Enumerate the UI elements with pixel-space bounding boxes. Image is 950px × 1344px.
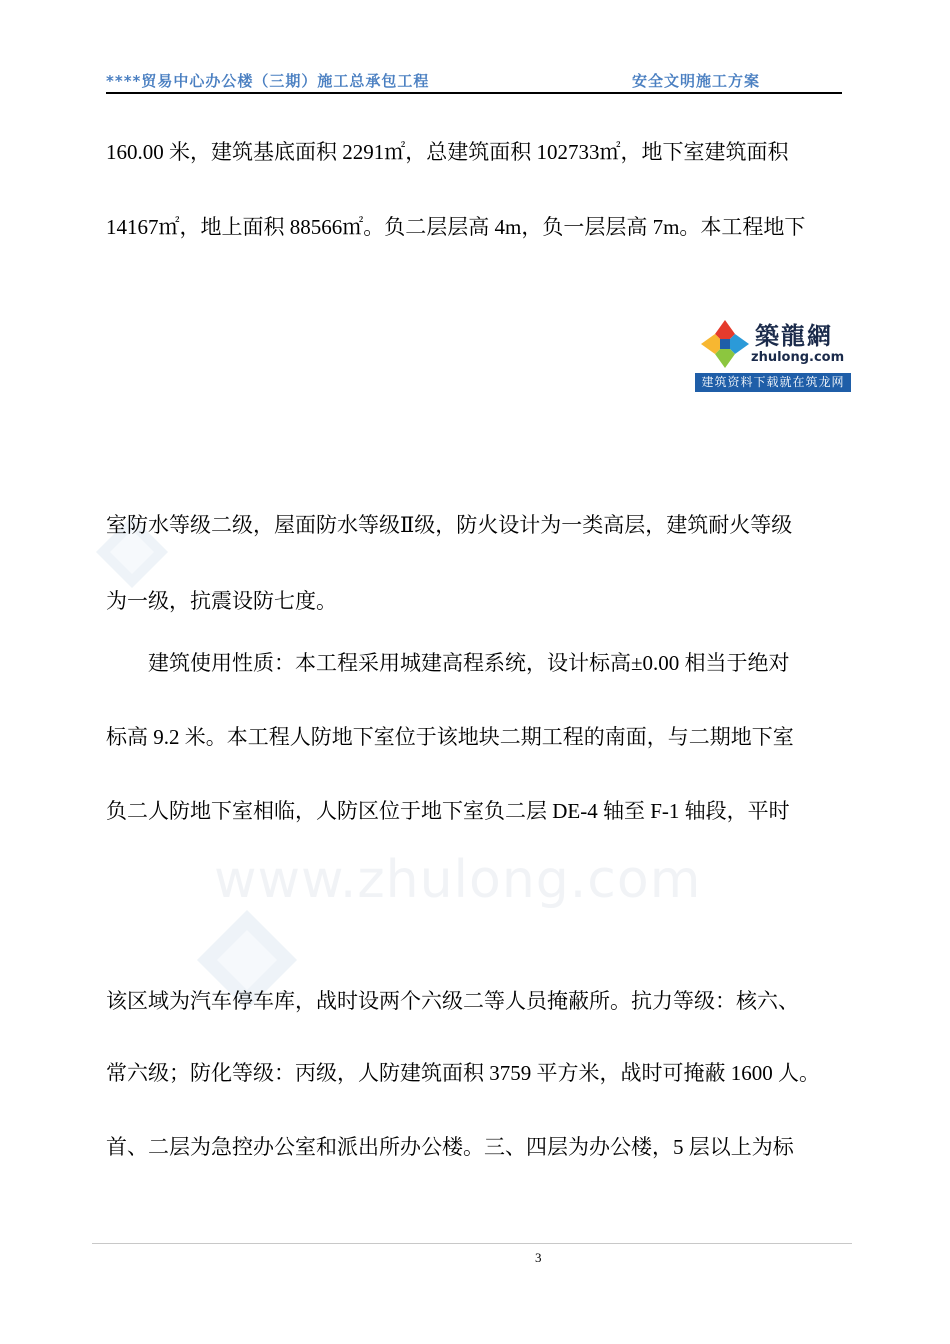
body-line: 标高 9.2 米。本工程人防地下室位于该地块二期工程的南面，与二期地下室	[106, 725, 794, 749]
zhulong-logo-icon	[699, 318, 751, 370]
body-line: 160.00 米，建筑基底面积 2291㎡，总建筑面积 102733㎡，地下室建筑面积	[106, 140, 789, 164]
body-line: 负二人防地下室相临，人防区位于地下室负二层 DE-4 轴至 F-1 轴段，平时	[106, 799, 790, 823]
watermark-text: www.zhulong.com	[214, 850, 702, 910]
body-line: 室防水等级二级，屋面防水等级Ⅱ级，防火设计为一类高层，建筑耐火等级	[106, 513, 793, 537]
logo-chinese-name: 築龍網	[755, 321, 833, 350]
logo-slogan: 建筑资料下载就在筑龙网	[695, 373, 851, 392]
body-line: 常六级；防化等级：丙级，人防建筑面积 3759 平方米，战时可掩蔽 1600 人。	[106, 1061, 820, 1085]
body-line: 为一级，抗震设防七度。	[106, 589, 337, 613]
logo-site-name: zhulong.com	[751, 350, 845, 365]
header-document-title: 安全文明施工方案	[632, 72, 761, 90]
footer-divider	[92, 1243, 852, 1244]
paragraph-first-line: 建筑使用性质：本工程采用城建高程系统，设计标高±0.00 相当于绝对	[148, 651, 790, 675]
zhulong-logo	[695, 316, 851, 392]
body-line: 该区域为汽车停车库，战时设两个六级二等人员掩蔽所。抗力等级：核六、	[106, 989, 799, 1013]
body-line: 14167㎡，地上面积 88566㎡。负二层层高 4m，负一层层高 7m。本工程地下	[106, 215, 806, 239]
body-line: 首、二层为急控办公室和派出所办公楼。三、四层为办公楼，5 层以上为标	[106, 1135, 794, 1159]
header-project-title: ****贸易中心办公楼（三期）施工总承包工程	[106, 72, 430, 90]
header-divider	[106, 92, 842, 94]
page-number: 3	[535, 1250, 542, 1265]
